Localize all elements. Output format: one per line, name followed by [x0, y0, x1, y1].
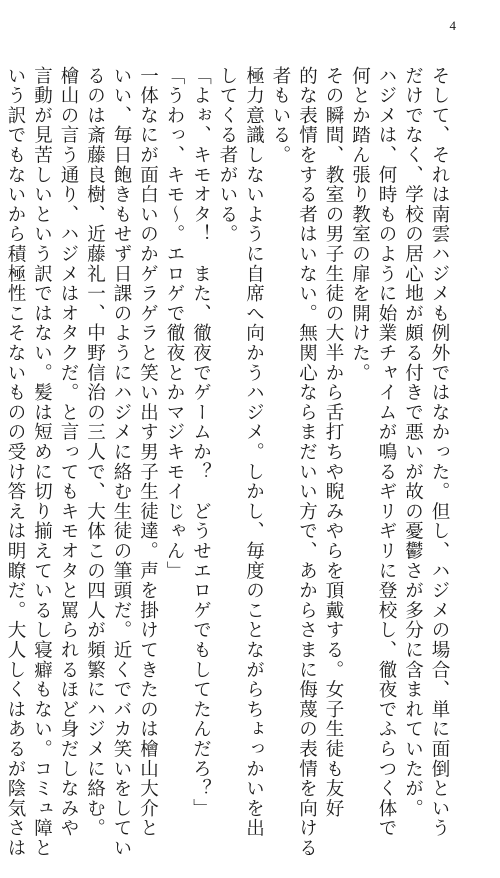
- text-line: ハジメは、何時ものように始業チャイムが鳴るギリギリに登校し、徹夜でふらつく体で: [376, 66, 397, 839]
- text-line: してくる者がいる。: [217, 66, 238, 245]
- text-line: その瞬間、教室の男子生徒の大半から舌打ちや睨みやらを頂戴する。女子生徒も友好: [323, 66, 344, 819]
- text-line: 的な表情をする者はいない。無関心ならまだいい方で、あからさまに侮蔑の表情を向ける: [296, 66, 318, 858]
- text-line: 者もいる。: [270, 66, 291, 165]
- text-line: 何とか踏ん張り教室の扉を開けた。: [349, 66, 371, 383]
- text-line: 檜山の言う通り、ハジメはオタクだ。と言ってもキモオタと罵られるほど身だしなみや: [58, 66, 79, 839]
- body-text: [5, 66, 452, 858]
- text-line: いい、毎日飽きもせず日課のようにハジメに絡む生徒の筆頭だ。近くでバカ笑いをしてい: [111, 66, 132, 858]
- text-line: 言動が見苦しいという訳ではない。髪は短めに切り揃えているし寝癖もない。コミュ障と: [31, 66, 53, 858]
- text-line: 一体なにが面白いのかゲラゲラと笑い出す男子生徒達。声を掛けてきたのは檜山大介と: [137, 66, 159, 839]
- text-line: 「よぉ、キモオタ！ また、徹夜でゲームか？ どうせエロゲでもしてたんだろ？」: [190, 66, 212, 819]
- text-line: そして、それは南雲ハジメも例外ではなかった。但し、ハジメの場合、単に面倒という: [429, 66, 450, 839]
- page-number: 4: [449, 18, 456, 33]
- text-line: [0, 66, 2, 666]
- text-line: 極力意識しないように自席へ向かうハジメ。しかし、毎度のことながらちょっかいを出: [243, 66, 265, 839]
- text-line: いう訳でもないから積極性こそないものの受け答えは明瞭だ。大人しくはあるが陰気さは: [5, 66, 26, 858]
- text-line: 「うわっ、キモ～。エロゲで徹夜とかマジキモイじゃん」: [164, 66, 185, 581]
- text-line: るのは斎藤良樹、近藤礼一、中野信治の三人で、大体この四人が頻繁にハジメに絡む。: [84, 66, 106, 839]
- text-line: だけでなく、学校の居心地が頗る付きで悪いが故の憂鬱さが多分に含まれていたが。: [402, 66, 424, 819]
